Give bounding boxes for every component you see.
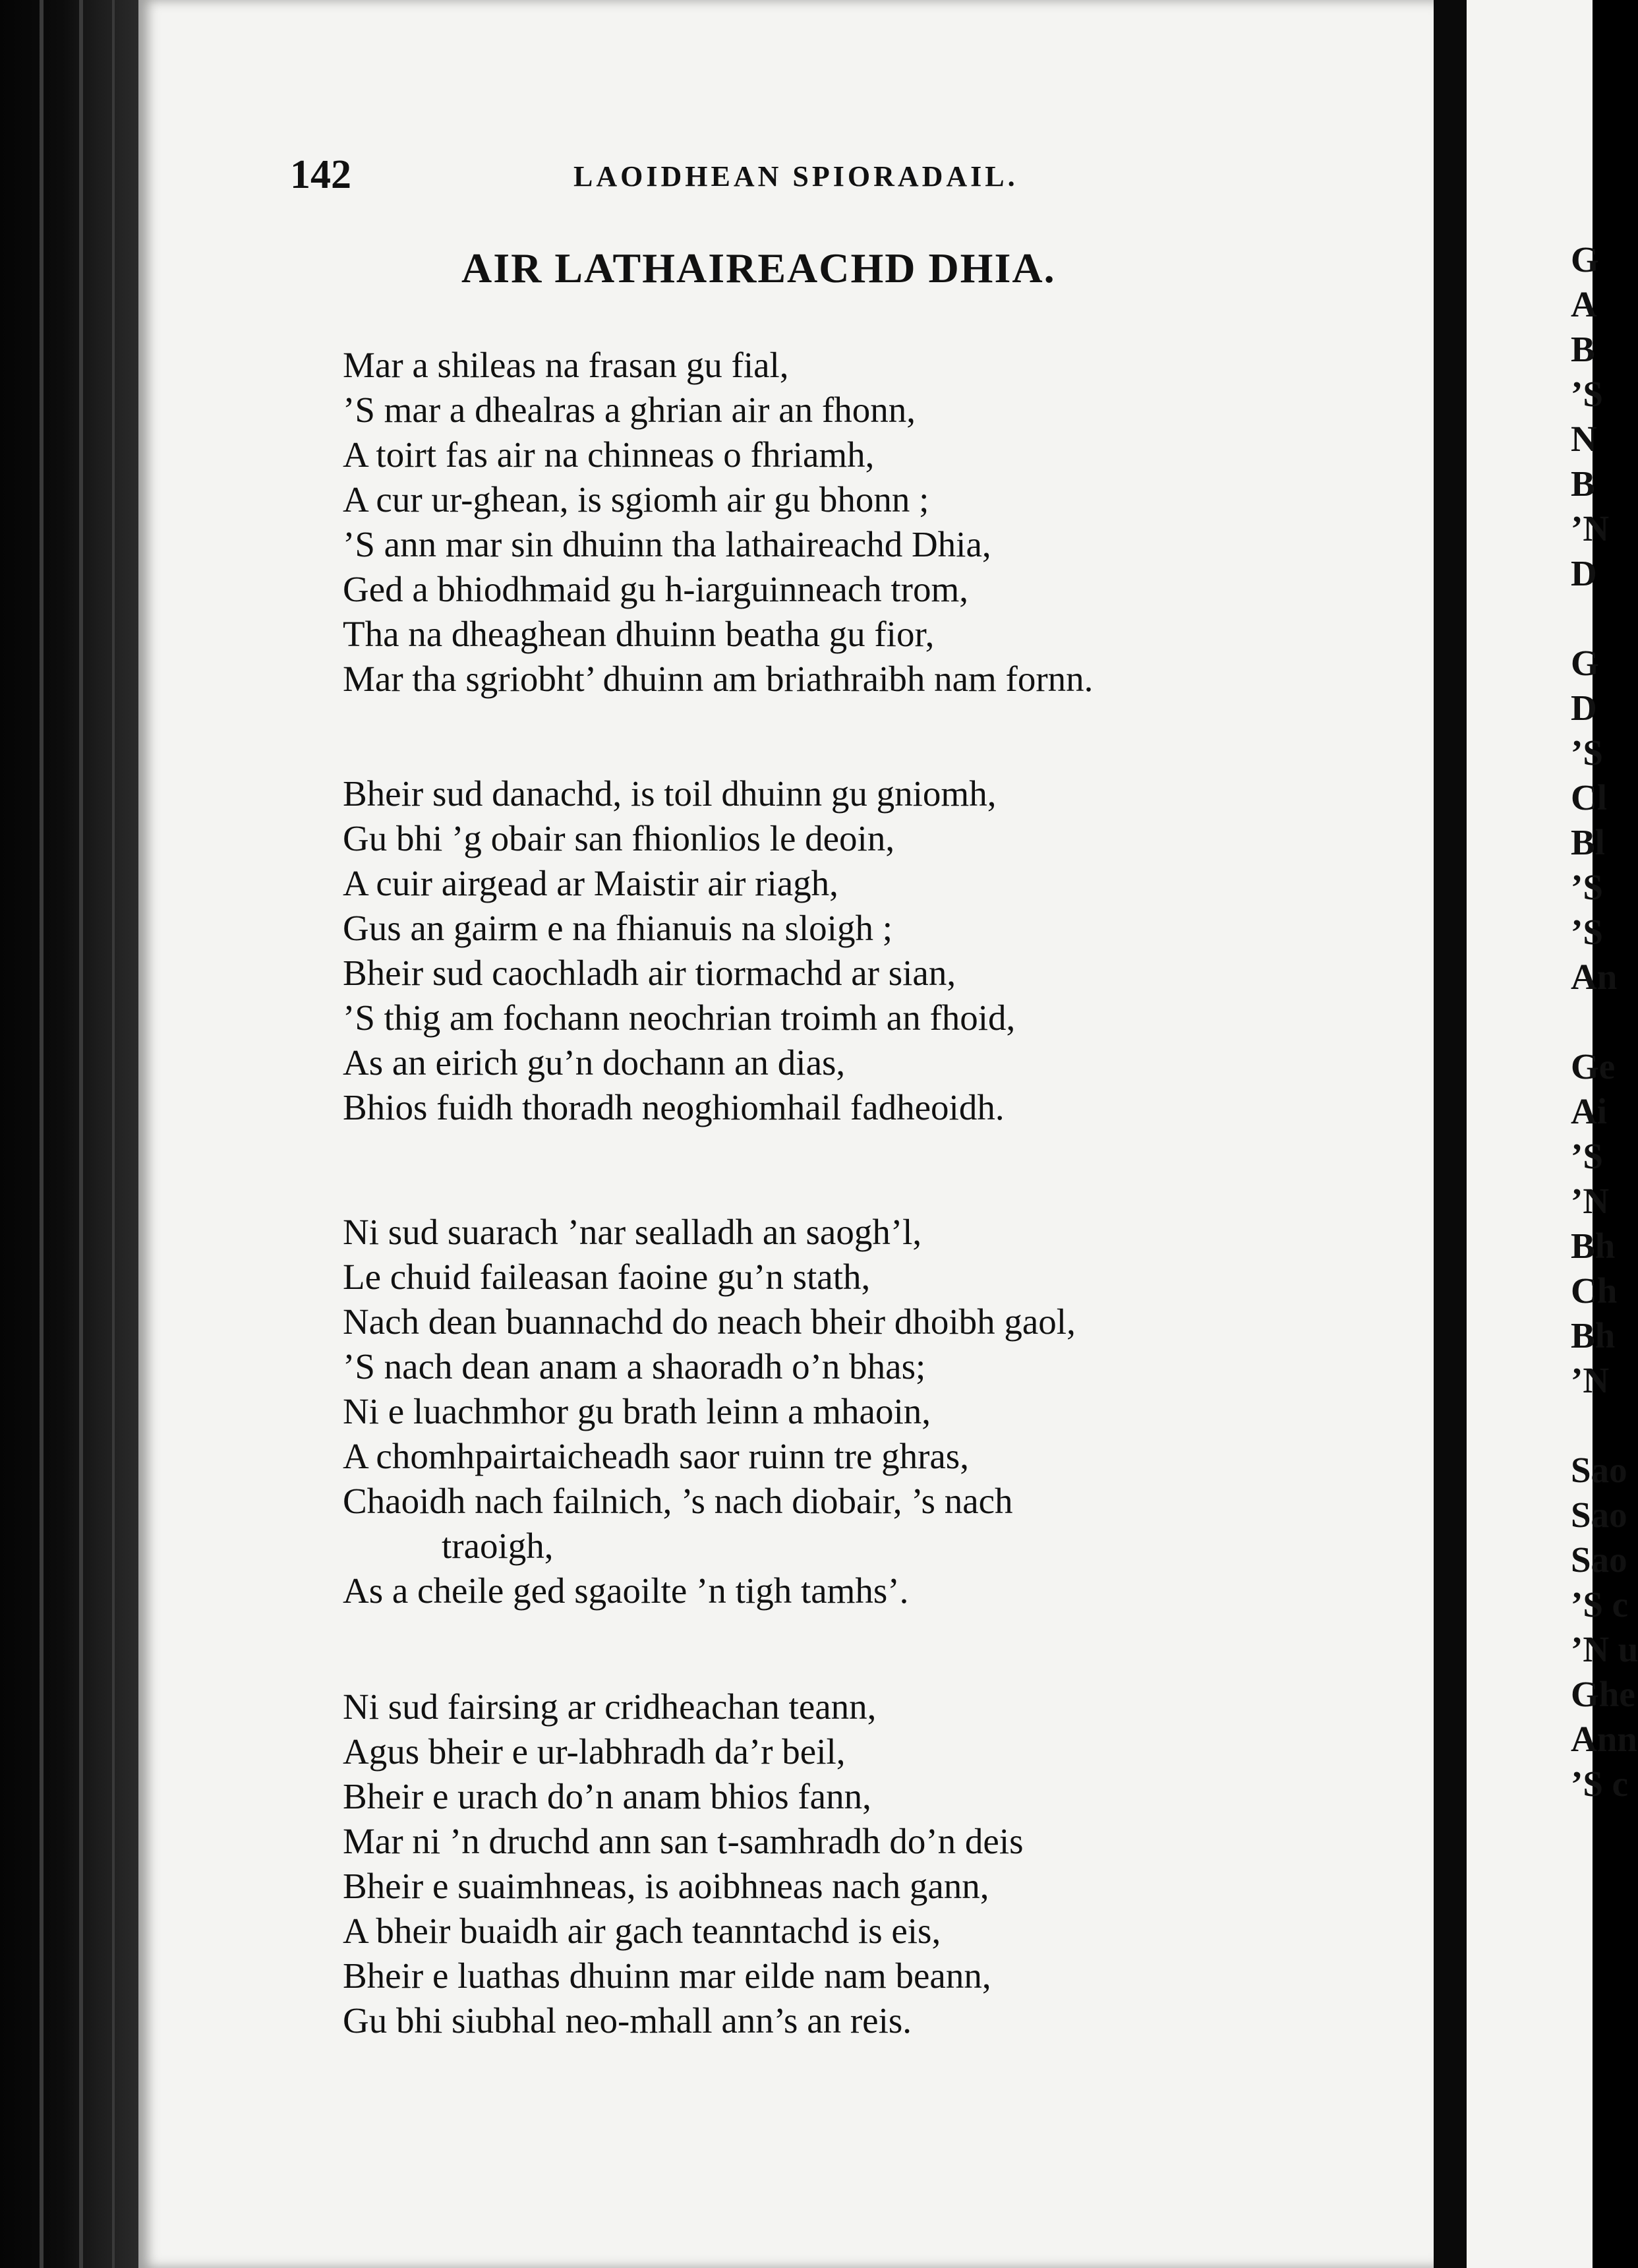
poem-line: Ni e luachmhor gu brath leinn a mhaoin, [343, 1391, 931, 1431]
page-number: 142 [290, 152, 351, 197]
poem-line: A bheir buaidh air gach teanntachd is eis, [343, 1911, 941, 1951]
facing-line-fragment: ’N [1571, 1181, 1610, 1221]
page-edge-line [40, 0, 44, 2268]
stanza-4 [343, 1685, 1397, 2043]
facing-line-fragment: Bl [1571, 822, 1605, 862]
facing-line-fragment: Ann [1571, 1719, 1637, 1759]
poem-line: ’S nach dean anam a shaoradh o’n bhas; [343, 1346, 926, 1387]
facing-line-fragment: Sao [1571, 1450, 1627, 1490]
facing-stanza-gap [1467, 1000, 1638, 1044]
facing-page [1467, 0, 1638, 2268]
facing-line-fragment: Ghe [1571, 1674, 1635, 1714]
poem-line: Nach dean buannachd do neach bheir dhoibh gaol, [343, 1301, 1076, 1342]
poem-line: Bheir sud danachd, is toil dhuinn gu gniomh, [343, 773, 997, 814]
facing-line-fragment: ’S c [1571, 1584, 1629, 1625]
poem-line: ’S ann mar sin dhuinn tha lathaireachd Dhia, [343, 524, 991, 564]
book-gutter [1434, 0, 1467, 2268]
poem-line: Gus an gairm e na fhianuis na sloigh ; [343, 908, 892, 948]
facing-line-fragment: Cl [1571, 777, 1607, 818]
poem-line: Bheir e luathas dhuinn mar eilde nam beann, [343, 1955, 991, 1996]
facing-line-fragment: N [1571, 419, 1597, 459]
facing-line-fragment: ’N [1571, 508, 1610, 549]
poem-line-continuation: traoigh, [442, 1526, 554, 1566]
poem-line: A cuir airgead ar Maistir air riagh, [343, 863, 838, 903]
poem-line: Ni sud suarach ’nar sealladh an saogh’l, [343, 1212, 922, 1252]
facing-stanza-gap [1467, 1403, 1638, 1448]
poem-line: A chomhpairtaicheadh saor ruinn tre ghras, [343, 1436, 969, 1476]
poem-line: Mar tha sgriobht’ dhuinn am briathraibh nam fornn. [343, 659, 1094, 699]
poem-line: As an eirich gu’n dochann an dias, [343, 1042, 846, 1083]
facing-line-fragment: D [1571, 688, 1597, 728]
facing-line-fragment: Ge [1571, 1046, 1616, 1087]
poem-line: A cur ur-ghean, is sgiomh air gu bhonn ; [343, 479, 929, 520]
poem-line: As a cheile ged sgaoilte ’n tigh tamhs’. [343, 1570, 909, 1611]
facing-line-fragment: G [1571, 239, 1599, 280]
facing-line-fragment: B [1571, 463, 1595, 504]
facing-line-fragment: G [1571, 643, 1599, 683]
poem-line: Chaoidh nach failnich, ’s nach diobair, ’s nach [343, 1481, 1013, 1521]
poem-line: Le chuid faileasan faoine gu’n stath, [343, 1257, 871, 1297]
poem-line: ’S thig am fochann neochrian troimh an fhoid, [343, 998, 1016, 1038]
facing-line-fragment: ’S [1571, 1136, 1603, 1176]
page-edge-line [112, 0, 115, 2268]
facing-line-fragment: B [1571, 329, 1595, 369]
facing-line-fragment: An [1571, 957, 1618, 997]
facing-line-fragment: Bh [1571, 1315, 1616, 1356]
poem-line: Mar a shileas na frasan gu fial, [343, 345, 789, 385]
facing-stanza-gap [1467, 596, 1638, 641]
stanza-3 [343, 1210, 1397, 1613]
running-title: LAOIDHEAN SPIORADAIL. [573, 160, 1018, 193]
facing-line-fragment: ’S [1571, 912, 1603, 952]
poem-line: A toirt fas air na chinneas o fhriamh, [343, 434, 875, 475]
poem-line: Gu bhi siubhal neo-mhall ann’s an reis. [343, 2000, 912, 2041]
facing-line-fragment: ’N u [1571, 1629, 1638, 1669]
poem-line: Tha na dheaghean dhuinn beatha gu fior, [343, 614, 935, 654]
facing-line-fragment: ’S c [1571, 1764, 1629, 1804]
poem-line: ’S mar a dhealras a ghrian air an fhonn, [343, 390, 916, 430]
book-edge [0, 0, 138, 2268]
facing-line-fragment: Ch [1571, 1270, 1618, 1311]
poem-line: Gu bhi ’g obair san fhionlios le deoin, [343, 818, 895, 858]
facing-line-fragment: Bh [1571, 1226, 1616, 1266]
facing-page-lines [1467, 237, 1638, 1806]
page-edge-line [79, 0, 83, 2268]
poem-line: Bheir e suaimhneas, is aoibhneas nach gann, [343, 1866, 989, 1906]
poem-line: Mar ni ’n druchd ann san t-samhradh do’n deis [343, 1821, 1024, 1861]
poem-line: Ged a bhiodhmaid gu h-iarguinneach trom, [343, 569, 969, 609]
facing-line-fragment: ’S [1571, 374, 1603, 414]
stanza-2 [343, 771, 1397, 1130]
facing-line-fragment: A [1571, 284, 1597, 324]
poem-line: Bheir sud caochladh air tiormachd ar sian, [343, 953, 956, 993]
facing-line-fragment: D [1571, 553, 1597, 593]
poem-line: Bhios fuidh thoradh neoghiomhail fadheoidh. [343, 1087, 1005, 1127]
running-head [290, 152, 1411, 204]
poem-line: Ni sud fairsing ar cridheachan teann, [343, 1686, 877, 1727]
facing-line-fragment: ’S [1571, 867, 1603, 907]
poem-line: Bheir e urach do’n anam bhios fann, [343, 1776, 871, 1816]
stanza-1 [343, 343, 1397, 701]
poem-line: Agus bheir e ur-labhradh da’r beil, [343, 1731, 846, 1772]
facing-line-fragment: Sao [1571, 1495, 1627, 1535]
facing-line-fragment: Ai [1571, 1091, 1607, 1131]
facing-line-fragment: ’N [1571, 1360, 1610, 1400]
poem-title: AIR LATHAIREACHD DHIA. [461, 245, 1056, 291]
facing-line-fragment: Sao [1571, 1539, 1627, 1580]
facing-line-fragment: ’S [1571, 732, 1603, 773]
